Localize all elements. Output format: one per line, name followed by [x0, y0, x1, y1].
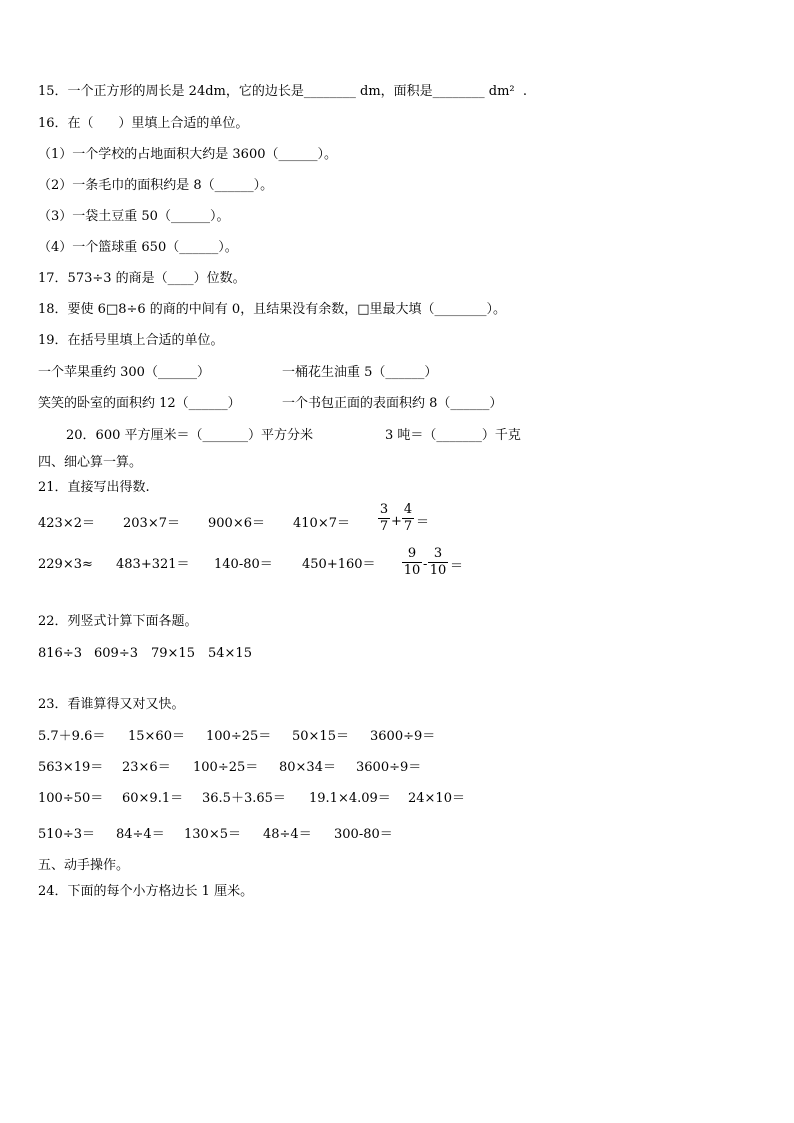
q22-item: 79×15	[151, 646, 195, 661]
fraction-9-10	[402, 547, 422, 578]
q23-item: 84÷4＝	[116, 827, 165, 842]
question-18: 18．要使 6□8÷6 的商的中间有 0，且结果没有余数，□里最大填（________）。	[38, 302, 506, 317]
question-19-b: 一桶花生油重 5（______）	[282, 365, 438, 380]
q23-item: 130×5＝	[184, 827, 241, 842]
fraction-denominator: 7	[379, 519, 389, 534]
question-16-1: （1）一个学校的占地面积大约是 3600（______）。	[38, 147, 337, 162]
fraction-denominator: 10	[403, 563, 421, 578]
equals-sign: ＝	[450, 559, 464, 574]
section-5-heading: 五、动手操作。	[38, 858, 130, 873]
q23-item: 80×34＝	[279, 760, 336, 775]
question-24: 24．下面的每个小方格边长 1 厘米。	[38, 884, 254, 899]
minus-operator: -	[423, 557, 428, 572]
question-19-d: 一个书包正面的表面积约 8（______）	[282, 396, 503, 411]
fraction-3-10	[428, 547, 448, 578]
section-4-heading: 四、细心算一算。	[38, 455, 143, 470]
q23-item: 5.7＋9.6＝	[38, 729, 106, 744]
fraction-numerator: 3	[379, 502, 389, 517]
q21-item: 410×7＝	[293, 516, 350, 531]
question-23: 23．看谁算得又对又快。	[38, 697, 185, 712]
fraction-4-7	[402, 503, 414, 534]
q23-item: 100÷25＝	[206, 729, 272, 744]
question-17: 17．573÷3 的商是（____）位数。	[38, 271, 246, 286]
q23-item: 300-80＝	[334, 827, 393, 842]
q23-item: 100÷25＝	[193, 760, 259, 775]
q23-item: 60×9.1＝	[122, 791, 184, 806]
question-19-c: 笑笑的卧室的面积约 12（______）	[38, 396, 241, 411]
q22-item: 54×15	[208, 646, 252, 661]
plus-operator: +	[391, 514, 402, 529]
q23-item: 100÷50＝	[38, 791, 104, 806]
q23-item: 23×6＝	[122, 760, 171, 775]
question-19: 19．在括号里填上合适的单位。	[38, 333, 224, 348]
fraction-numerator: 4	[403, 502, 413, 517]
q21-item: 900×6＝	[208, 516, 265, 531]
fraction-3-7	[378, 503, 390, 534]
q21-item: 203×7＝	[123, 516, 180, 531]
question-21: 21．直接写出得数.	[38, 480, 150, 495]
question-16-4: （4）一个篮球重 650（______）。	[38, 240, 238, 255]
equals-sign: ＝	[416, 515, 430, 530]
question-15: 15．一个正方形的周长是 24dm，它的边长是________ dm，面积是________ dm² .	[38, 84, 528, 99]
question-22: 22．列竖式计算下面各题。	[38, 614, 198, 629]
fraction-numerator: 3	[433, 546, 443, 561]
q21-item: 450+160＝	[302, 557, 376, 572]
question-19-a: 一个苹果重约 300（______）	[38, 365, 210, 380]
question-20-a: 20．600 平方厘米＝（_______）平方分米	[66, 428, 313, 443]
q23-item: 510÷3＝	[38, 827, 95, 842]
q23-item: 24×10＝	[408, 791, 465, 806]
fraction-denominator: 10	[429, 563, 447, 578]
q23-item: 3600÷9＝	[356, 760, 422, 775]
q23-item: 15×60＝	[128, 729, 185, 744]
q22-item: 816÷3	[38, 646, 82, 661]
q23-item: 563×19＝	[38, 760, 104, 775]
q21-item: 483+321＝	[116, 557, 190, 572]
q23-item: 36.5＋3.65＝	[202, 791, 286, 806]
q23-item: 3600÷9＝	[370, 729, 436, 744]
q21-item: 140-80＝	[214, 557, 273, 572]
question-16: 16．在（ ）里填上合适的单位。	[38, 116, 249, 131]
q21-item: 423×2＝	[38, 516, 95, 531]
q23-item: 19.1×4.09＝	[309, 791, 391, 806]
fraction-numerator: 9	[407, 546, 417, 561]
question-16-2: （2）一条毛巾的面积约是 8（______）。	[38, 178, 274, 193]
q21-item: 229×3≈	[38, 557, 93, 572]
fraction-denominator: 7	[403, 519, 413, 534]
q22-item: 609÷3	[94, 646, 138, 661]
question-16-3: （3）一袋土豆重 50（______）。	[38, 209, 230, 224]
q23-item: 50×15＝	[292, 729, 349, 744]
q23-item: 48÷4＝	[263, 827, 312, 842]
question-20-b: 3 吨＝（_______）千克	[385, 428, 521, 443]
